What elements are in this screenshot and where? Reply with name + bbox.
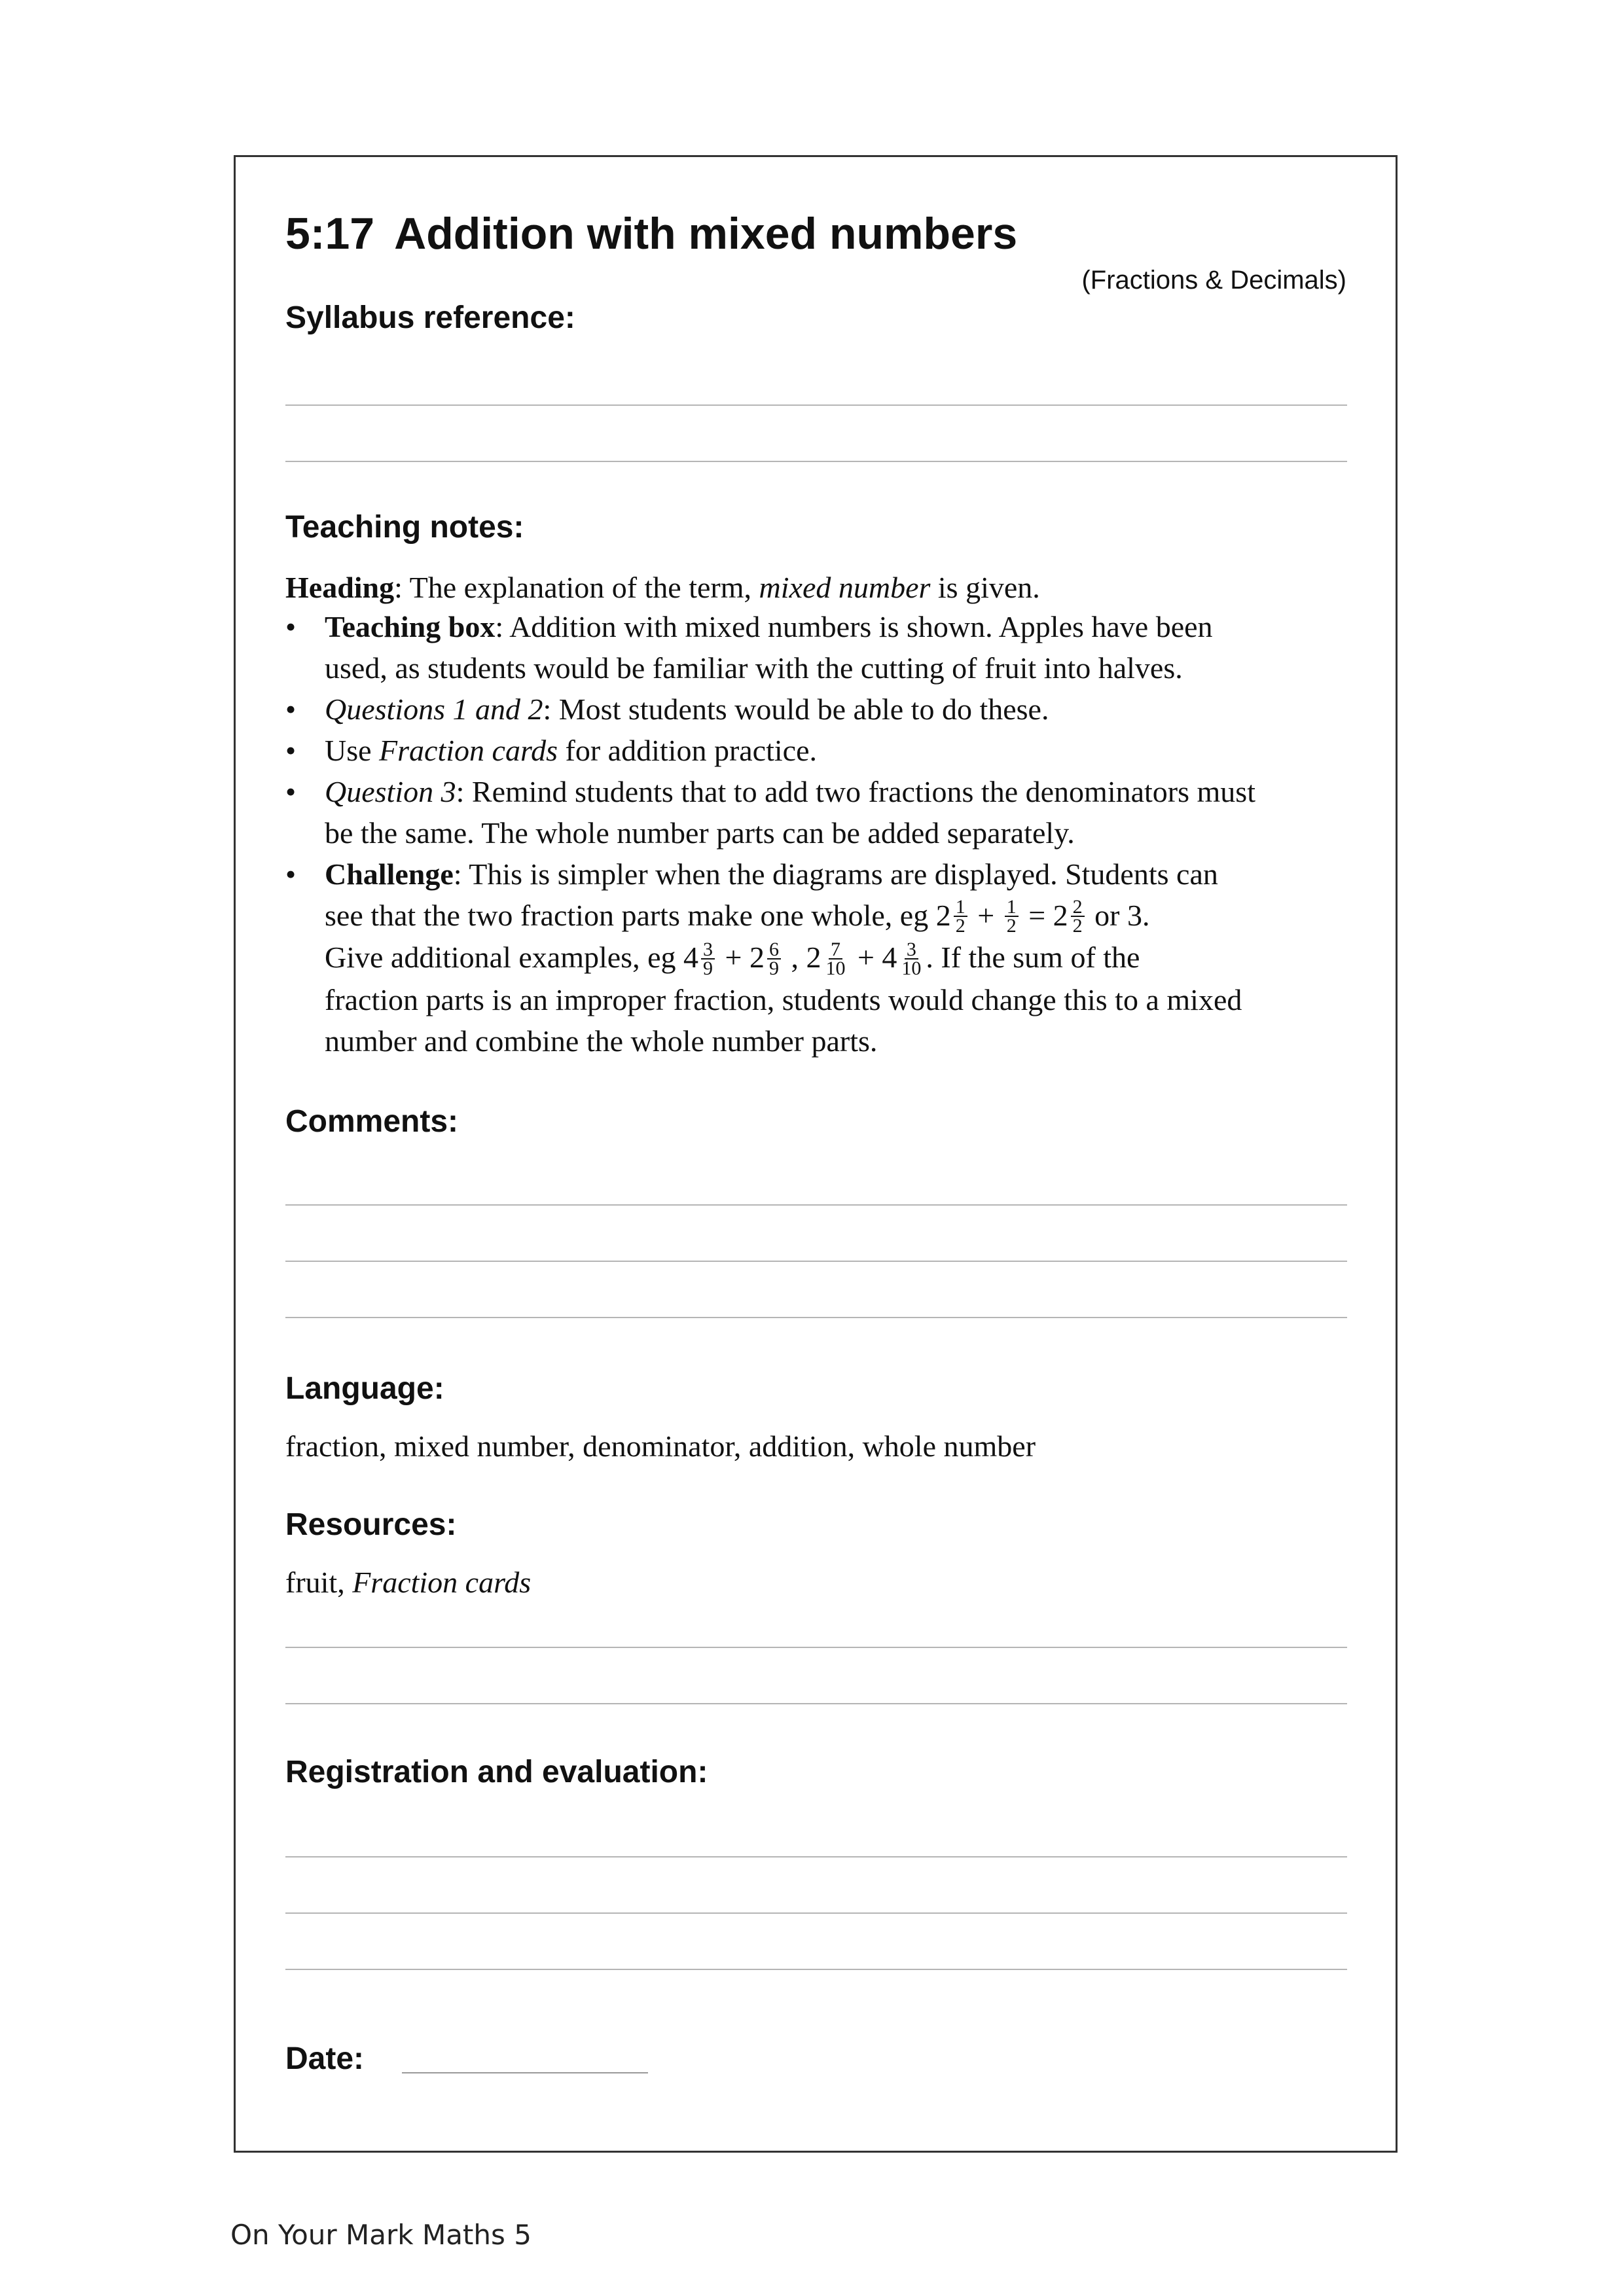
text: : This is simpler when the diagrams are displayed. Students can bbox=[453, 857, 1218, 891]
lesson-number: 5:17 bbox=[285, 209, 375, 259]
numerator: 1 bbox=[954, 898, 967, 917]
numerator: 7 bbox=[829, 941, 842, 960]
teaching-notes-list bbox=[285, 606, 1359, 1062]
comments-heading: Comments: bbox=[285, 1104, 459, 1139]
writing-line[interactable] bbox=[285, 1261, 1347, 1262]
text: + 2 bbox=[717, 941, 765, 975]
text: fraction parts is an improper fraction, students would change this to a mixed bbox=[325, 982, 1242, 1016]
fraction bbox=[767, 938, 781, 979]
writing-line[interactable] bbox=[285, 1204, 1347, 1206]
text: : Most students would be able to do these. bbox=[543, 692, 1049, 726]
text: , 2 bbox=[783, 941, 821, 975]
text: see that the two fraction parts make one whole, eg 2 bbox=[325, 899, 951, 932]
fraction bbox=[1071, 898, 1085, 935]
writing-line[interactable] bbox=[285, 404, 1347, 406]
writing-line[interactable] bbox=[285, 1969, 1347, 1970]
list-item bbox=[285, 853, 1359, 1062]
text: fruit, bbox=[285, 1566, 353, 1599]
text: = 2 bbox=[1020, 899, 1068, 932]
text: for addition practice. bbox=[558, 734, 817, 767]
list-item bbox=[285, 606, 1359, 689]
heading-label: Heading bbox=[285, 571, 395, 604]
writing-line[interactable] bbox=[285, 1703, 1347, 1704]
challenge-label: Challenge bbox=[325, 857, 454, 891]
numerator: 3 bbox=[905, 941, 918, 960]
denominator: 2 bbox=[1072, 915, 1083, 937]
writing-line[interactable] bbox=[285, 1856, 1347, 1857]
text: mixed number bbox=[759, 571, 931, 604]
numerator: 6 bbox=[767, 941, 781, 960]
topic-subtitle: (Fractions & Decimals) bbox=[1081, 266, 1346, 295]
text: or 3. bbox=[1087, 899, 1150, 932]
text: Give additional examples, eg 4 bbox=[325, 941, 699, 975]
text: Fraction cards bbox=[352, 1566, 532, 1599]
text: Questions 1 and 2 bbox=[325, 692, 543, 726]
date-label: Date: bbox=[285, 2041, 365, 2076]
heading-note bbox=[285, 567, 1040, 608]
numerator: 2 bbox=[1071, 898, 1085, 917]
text: Fraction cards bbox=[379, 734, 558, 767]
fraction bbox=[823, 938, 847, 979]
writing-line[interactable] bbox=[285, 1317, 1347, 1318]
resources-heading: Resources: bbox=[285, 1507, 457, 1542]
denominator: 2 bbox=[1006, 915, 1017, 937]
text: + 4 bbox=[850, 941, 897, 975]
writing-line[interactable] bbox=[285, 1912, 1347, 1914]
list-item bbox=[285, 730, 1359, 771]
text: . If the sum of the bbox=[926, 941, 1140, 975]
fraction bbox=[1005, 898, 1019, 935]
text: + bbox=[969, 899, 1002, 932]
text: Question 3 bbox=[325, 775, 456, 808]
numerator: 1 bbox=[1005, 898, 1019, 917]
text: is given. bbox=[930, 571, 1040, 604]
language-heading: Language: bbox=[285, 1371, 444, 1406]
syllabus-heading: Syllabus reference: bbox=[285, 300, 575, 335]
denominator: 9 bbox=[768, 957, 779, 979]
fraction bbox=[701, 938, 715, 979]
text: used, as students would be familiar with the cutting of fruit into halves. bbox=[325, 651, 1183, 685]
fraction bbox=[954, 898, 967, 935]
denominator: 2 bbox=[955, 915, 965, 937]
registration-heading: Registration and evaluation: bbox=[285, 1755, 708, 1789]
writing-line[interactable] bbox=[285, 1647, 1347, 1648]
date-field[interactable] bbox=[402, 2072, 648, 2073]
text: number and combine the whole number parts. bbox=[325, 1024, 878, 1058]
lesson-title: Addition with mixed numbers bbox=[394, 209, 1018, 259]
text: : Addition with mixed numbers is shown. Apples have been bbox=[495, 610, 1213, 643]
fraction bbox=[899, 938, 923, 979]
writing-line[interactable] bbox=[285, 461, 1347, 462]
teaching-notes-heading: Teaching notes: bbox=[285, 510, 524, 545]
language-text: fraction, mixed number, denominator, addition, whole number bbox=[285, 1429, 1036, 1463]
page-title bbox=[285, 208, 1017, 259]
list-item bbox=[285, 689, 1359, 730]
text: : The explanation of the term, bbox=[394, 571, 759, 604]
text: : Remind students that to add two fractions the denominators must bbox=[456, 775, 1255, 808]
denominator: 10 bbox=[901, 957, 922, 979]
numerator: 3 bbox=[701, 941, 715, 960]
page-frame bbox=[234, 155, 1398, 2153]
text: be the same. The whole number parts can be added separately. bbox=[325, 816, 1075, 850]
resources-text bbox=[285, 1562, 531, 1603]
teaching-box-label: Teaching box bbox=[325, 610, 496, 643]
denominator: 10 bbox=[825, 957, 846, 979]
list-item bbox=[285, 771, 1359, 853]
footer-text: On Your Mark Maths 5 bbox=[230, 2219, 532, 2251]
denominator: 9 bbox=[703, 957, 713, 979]
text: Use bbox=[325, 734, 380, 767]
